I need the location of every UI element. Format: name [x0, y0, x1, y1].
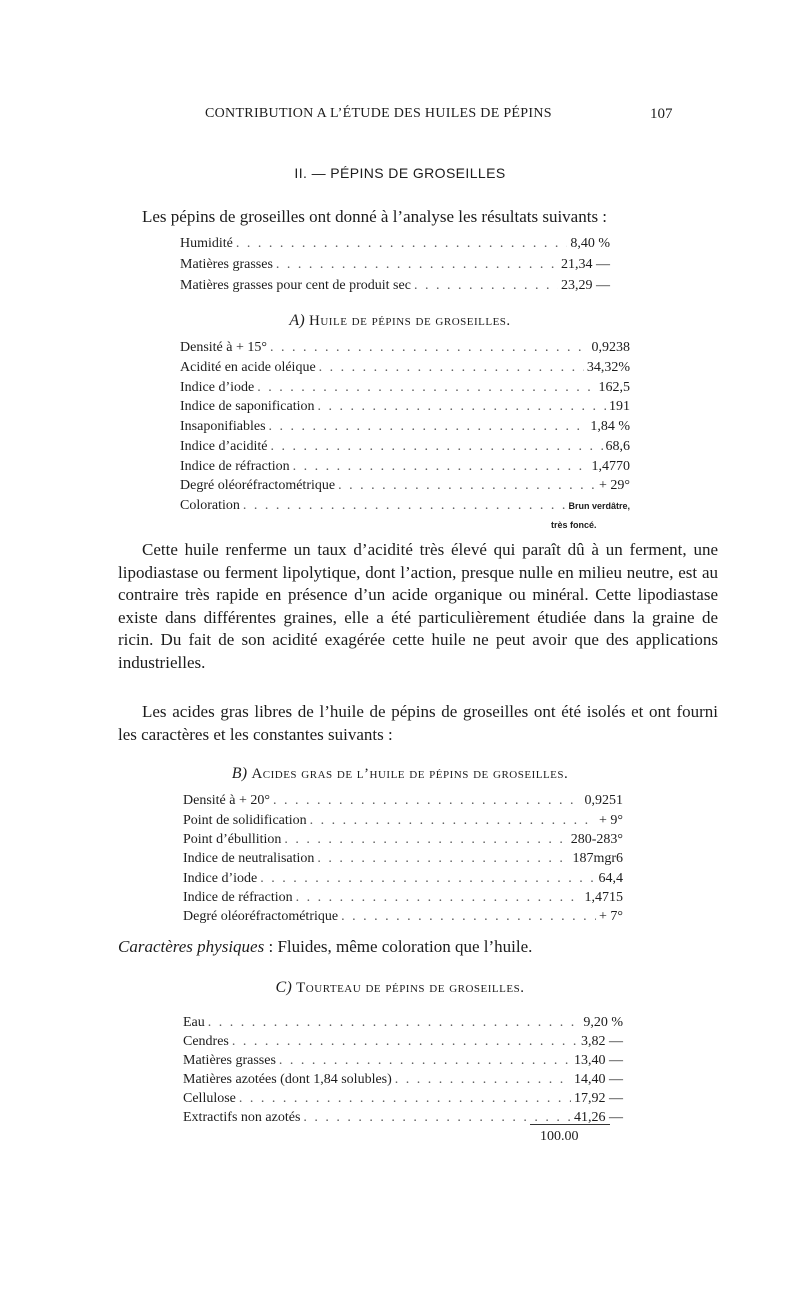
table-row: Cellulose . . . 17,92 — — [183, 1091, 623, 1107]
table-row: Insaponifiables . . . 1,84 % — [180, 419, 630, 435]
table-row: Point de solidification . . . + 9° — [183, 813, 623, 829]
table-row: Indice de réfraction . . . 1,4770 — [180, 459, 630, 475]
section-c-heading: C) Tourteau de pépins de groseilles. — [275, 979, 525, 996]
section-title: II. — PÉPINS DE GROSEILLES — [294, 165, 506, 181]
table-row: Degré oléoréfractométrique . . . + 29° — [180, 478, 630, 494]
table-row: Acidité en acide oléique . . . 34,32% — [180, 360, 630, 376]
table-row: Point d’ébullition . . . 280-283° — [183, 832, 623, 848]
table-row: Densité à + 15° . . . 0,9238 — [180, 340, 630, 356]
page-number: 107 — [650, 106, 673, 122]
table-row: Humidité . . . 8,40 % — [180, 236, 610, 252]
table-row: Coloration . . . Brun verdâtre, — [180, 498, 630, 514]
table-row: Indice d’iode . . . 64,4 — [183, 871, 623, 887]
total-rule — [530, 1124, 610, 1125]
table-row: Cendres . . . 3,82 — — [183, 1034, 623, 1050]
running-title: CONTRIBUTION A L’ÉTUDE DES HUILES DE PÉPINS — [205, 106, 552, 121]
table-row: Indice d’acidité . . . 68,6 — [180, 439, 630, 455]
table-row: Matières grasses . . . 21,34 — — [180, 257, 610, 273]
table-row: Matières azotées (dont 1,84 solubles) . . . 14,40 — — [183, 1072, 623, 1088]
total-value: 100.00 — [540, 1129, 579, 1144]
table-row: Indice de réfraction . . . 1,4715 — [183, 890, 623, 906]
section-b-heading: B) Acides gras de l’huile de pépins de groseilles. — [231, 765, 569, 782]
caracteres-physiques: Caractères physiques : Fluides, même coloration que l’huile. — [118, 937, 533, 956]
table-row: Extractifs non azotés . . . 41,26 — — [183, 1110, 623, 1126]
table-row: Matières grasses pour cent de produit sec . . . 23,29 — — [180, 278, 610, 294]
paragraph-lipodiastase: Cette huile renferme un taux d’acidité très élevé qui paraît dû à un ferment, une lipodiastase ou ferment lipolytique, dont l’action, presque nulle en milieu neutre, est au contraire très rapide en présence d’un acide organique ou minéral. Cette lipodiastase existe dans différentes graines, elle a été particulièrement étudiée dans la graine de ricin. Du fait de son acidité exagérée cette huile ne peut avoir que des applications industrielles. — [118, 540, 718, 672]
table-row: Degré oléoréfractométrique . . . + 7° — [183, 909, 623, 925]
table-row: Matières grasses . . . 13,40 — — [183, 1053, 623, 1069]
coloration-note: très foncé. — [551, 520, 597, 530]
table-row: Indice de saponification . . . 191 — [180, 399, 630, 415]
paragraph-acides-gras: Les acides gras libres de l’huile de pépins de groseilles ont été isolés et ont fourni les caractères et les constantes suivants : — [118, 702, 718, 744]
intro-paragraph: Les pépins de groseilles ont donné à l’analyse les résultats suivants : — [142, 207, 608, 226]
table-row: Indice d’iode . . . 162,5 — [180, 380, 630, 396]
table-row: Densité à + 20° . . . 0,9251 — [183, 793, 623, 809]
table-row: Eau . . . 9,20 % — [183, 1015, 623, 1031]
table-row: Indice de neutralisation . . . 187mgr6 — [183, 851, 623, 867]
section-a-heading: A) Huile de pépins de groseilles. — [289, 312, 511, 329]
